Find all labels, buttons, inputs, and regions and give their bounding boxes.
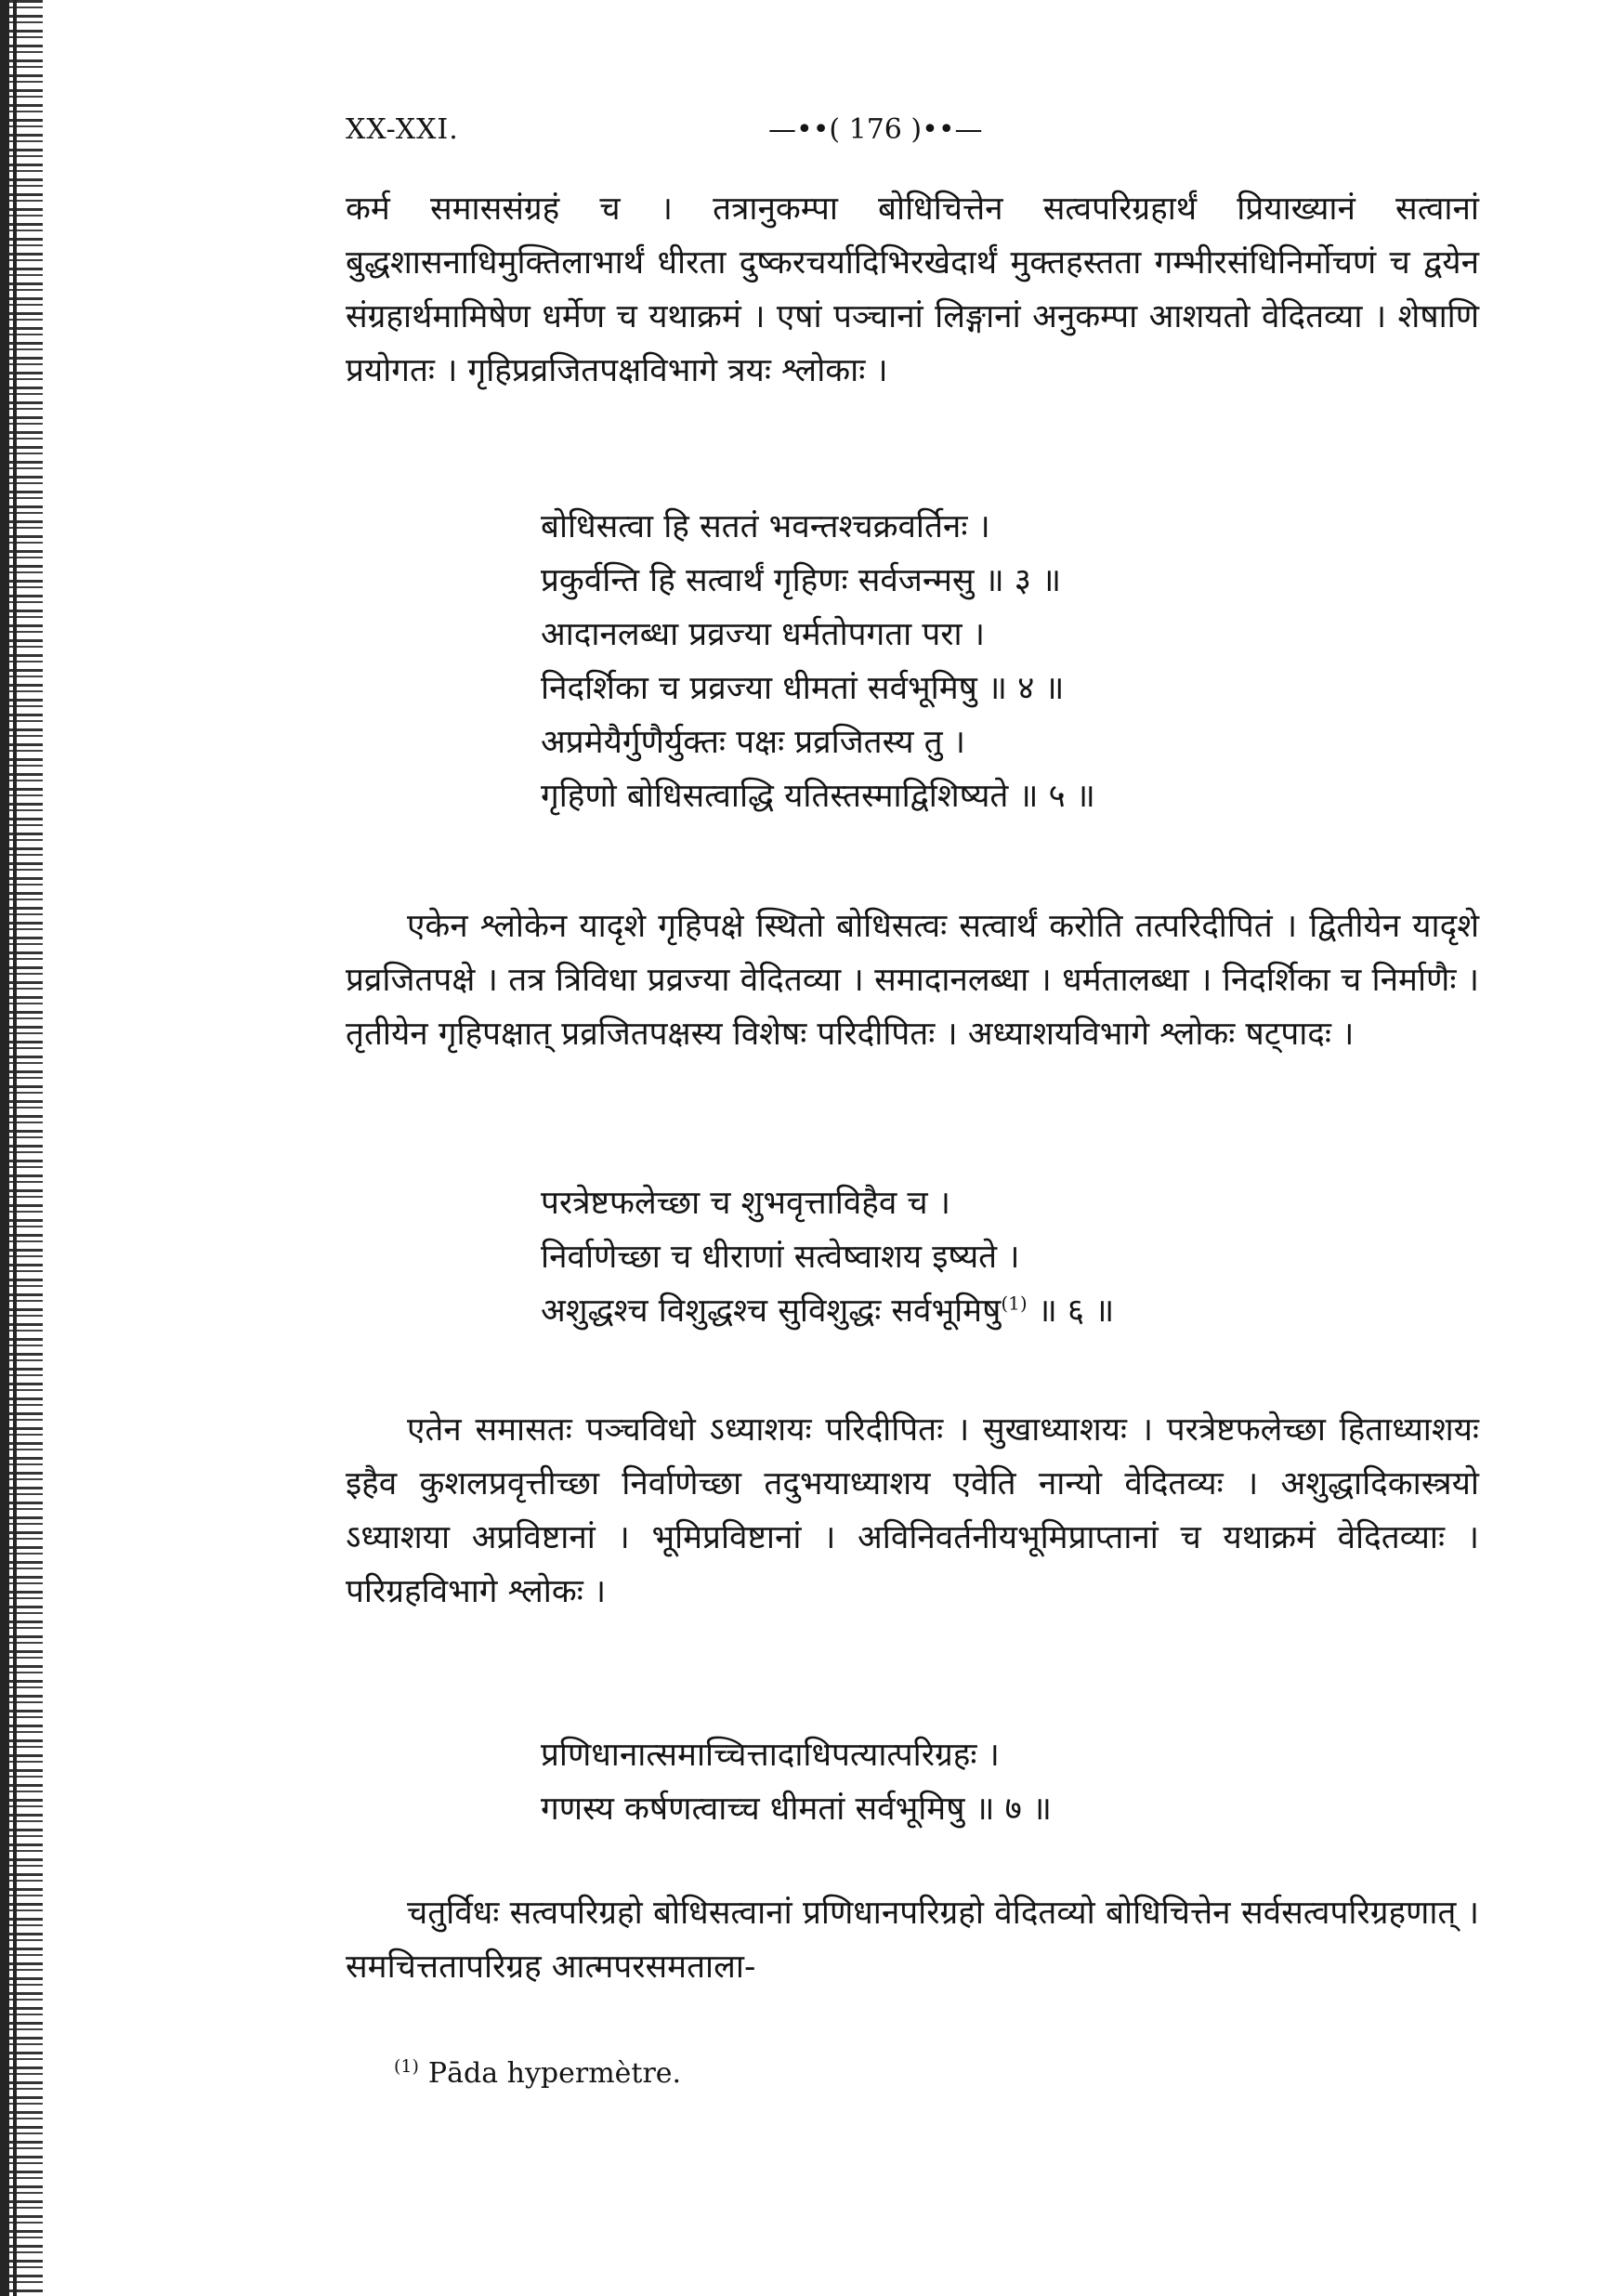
verse-line: अप्रमेयैर्गुणैर्युक्तः पक्षः प्रव्रजितस्य तु । — [541, 724, 966, 761]
paragraph-4: चतुर्विधः सत्वपरिग्रहो बोधिसत्वानां प्रणिधानपरिग्रहो वेदितव्यो बोधिचित्तेन सर्वसत्वपरिग्रहणात् । समचित्ततापरिग्रह आत्मपरसमताला- — [346, 1895, 1479, 1986]
footnote-marker: (1) — [1001, 1292, 1028, 1315]
verse-line: प्रकुर्वन्ति हि सत्वार्थं गृहिणः सर्वजन्मसु ॥ ३ ॥ — [541, 562, 1062, 599]
page-number: —••( 176 )••— — [768, 113, 983, 146]
section-number: XX-XXI. — [346, 113, 459, 146]
verse-number: ॥ ६ ॥ — [1037, 1292, 1115, 1330]
verse-line: परत्रेष्टफलेच्छा च शुभवृत्ताविहैव च । — [541, 1185, 951, 1222]
page-header — [346, 110, 1479, 156]
footnote-number: (1) — [394, 2056, 419, 2077]
verse-line — [541, 1284, 1395, 1338]
verse-line: गणस्य कर्षणत्वाच्च धीमतां सर्वभूमिषु ॥ ७ ॥ — [541, 1791, 1052, 1828]
paragraph-3: एतेन समासतः पञ्चविधो ऽध्याशयः परिदीपितः । सुखाध्याशयः । परत्रेष्टफलेच्छा हिताध्याशयः इहैव कुशलप्रवृत्तीच्छा निर्वाणेच्छा तदुभयाध्याशय एवेति नान्यो वेदितव्यः । अशुद्धादिकास्त्रयो ऽध्याशया अप्रविष्टानां । भूमिप्रविष्टानां । अविनिवर्तनीयभूमिप्राप्तानां च यथाक्रमं वेदितव्याः । परिग्रहविभागे श्लोकः । — [346, 1411, 1479, 1610]
scan-binding-edge — [0, 0, 43, 2296]
verse-block-7 — [541, 1728, 1395, 1836]
verse-text: अशुद्धश्च विशुद्धश्च सुविशुद्धः सर्वभूमिषु — [541, 1292, 1002, 1330]
verse-line: प्रणिधानात्समाच्चित्तादाधिपत्यात्परिग्रहः । — [541, 1737, 1000, 1774]
paragraph-1: कर्म समाससंग्रहं च । तत्रानुकम्पा बोधिचित्तेन सत्वपरिग्रहार्थं प्रियाख्यानं सत्वानां बुद्धशासनाधिमुक्तिलाभार्थं धीरता दुष्करचर्यादिभिरखेदार्थं मुक्तहस्तता गम्भीरसंधिनिर्मोचणं च द्वयेन संग्रहार्थमामिषेण धर्मेण च यथाक्रमं । एषां पञ्चानां लिङ्गानां अनुकम्पा आशयतो वेदितव्या । शेषाणि प्रयोगतः । गृहिप्रव्रजितपक्षविभागे त्रयः श्लोकाः । — [346, 190, 1479, 389]
verse-line: गृहिणो बोधिसत्वाद्धि यतिस्तस्माद्विशिष्यते ॥ ५ ॥ — [541, 778, 1095, 815]
verse-line: निदर्शिका च प्रव्रज्या धीमतां सर्वभूमिषु ॥ ४ ॥ — [541, 670, 1065, 707]
verse-line: निर्वाणेच्छा च धीराणां सत्वेष्वाशय इष्यते । — [541, 1239, 1020, 1276]
paragraph-2: एकेन श्लोकेन यादृशे गृहिपक्षे स्थितो बोधिसत्वः सत्वार्थं करोति तत्परिदीपितं । द्वितीयेन यादृशे प्रव्रजितपक्षे । तत्र त्रिविधा प्रव्रज्या वेदितव्या । समादानलब्धा । धर्मतालब्धा । निदर्शिका च निर्माणैः । तृतीयेन गृहिपक्षात् प्रव्रजितपक्षस्य विशेषः परिदीपितः । अध्याशयविभागे श्लोकः षट्पादः । — [346, 908, 1479, 1053]
verse-block-3-5 — [541, 500, 1395, 823]
verse-line: बोधिसत्वा हि सततं भवन्तश्चक्रवर्तिनः । — [541, 508, 990, 545]
verse-block-6 — [541, 1176, 1395, 1338]
footnote-text: Pāda hypermètre. — [427, 2057, 682, 2090]
page — [346, 110, 1479, 2247]
footnote — [394, 2056, 681, 2090]
verse-line: आदानलब्धा प्रव्रज्या धर्मतोपगता परा । — [541, 616, 986, 653]
